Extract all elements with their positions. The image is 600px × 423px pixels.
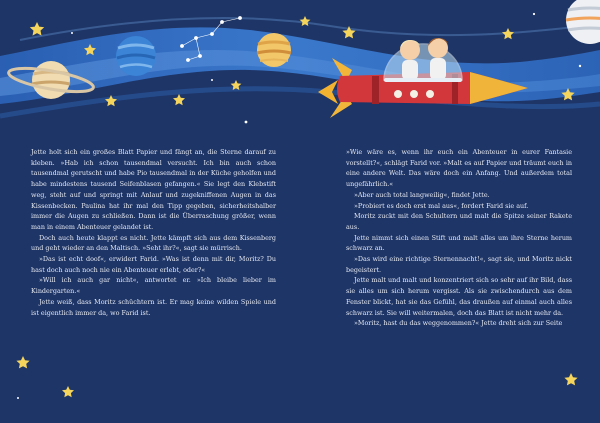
paragraph: »Das wird eine richtige Sternennacht!«, sagt sie, und Moritz nickt begeistert. [346, 255, 572, 274]
paragraph: Jette malt und malt und konzentriert sich so sehr auf ihr Bild, dass sie alles um sich herum vergisst. Als sie zwischendurch aus dem Fenster blickt, hat sie das Gefühl, das draußen auf einmal auch alles schwarz ist. Sie will weitermalen, doch das Blatt ist nicht mehr da. [346, 276, 572, 317]
paragraph: »Wie wäre es, wenn ihr euch ein Abenteuer in eurer Fantasie vorstellt?«, schlägt Farid vor. »Malt es auf Papier und träumt euch in eine andere Welt. Das wäre doch ein Anfang. Und außerdem total ungefährlich.« [346, 148, 572, 189]
left-page-text [31, 147, 276, 318]
paragraph: »Aber auch total langweilig«, findet Jette. [354, 190, 490, 199]
right-page-text [346, 147, 572, 329]
orange-planet-icon [257, 33, 291, 67]
blue-planet-icon [116, 36, 156, 76]
paragraph: Moritz zuckt mit den Schultern und malt die Spitze seiner Rakete aus. [346, 212, 572, 231]
paragraph: »Moritz, hast du das weggenommen?« Jette dreht sich zur Seite [354, 319, 563, 328]
paragraph: »Will ich auch gar nicht«, antwortet er. »Ich bleibe lieber im Kindergarten.« [31, 276, 276, 296]
paragraph: »Das ist echt doof«, erwidert Farid. »Was ist denn mit dir, Moritz? Du hast doch auch noch nie ein Abenteuer erlebt, oder?« [31, 255, 276, 274]
paragraph: Doch auch heute klappt es nicht. Jette kämpft sich aus dem Kissenberg und geht wieder an den Maltisch. »Seht ihr?«, sagt sie mürrisch. [31, 233, 276, 253]
paragraph: Jette weiß, dass Moritz schüchtern ist. Er mag keine wilden Spiele und ist eigentlich immer da, wo Farid ist. [31, 297, 276, 317]
paragraph: Jette nimmt sich einen Stift und malt alles um ihre Sterne herum schwarz an. [346, 233, 572, 253]
paragraph: Jette holt sich ein großes Blatt Papier und fängt an, die Sterne darauf zu kleben. »Hab ich schon tausendmal versucht. Ich bin auch schon tausendmal gerutscht und habe Pio tausendmal in der Küche geholfen und habe mindestens tausend Seifenblasen gefangen.« Sie legt den Klebstift weg, steht auf und springt mit Anlauf und zugekniffenen Augen in das Kissenbecken. Paulina hat ihr mal den Tipp gegeben, sicherheitshalber immer die Augen zu schließen. Dann ist die Überraschung größer, wenn man in einem Abenteuer gelandet ist. [31, 148, 276, 231]
paragraph: »Probiert es doch erst mal aus«, fordert Farid sie auf. [354, 201, 529, 210]
